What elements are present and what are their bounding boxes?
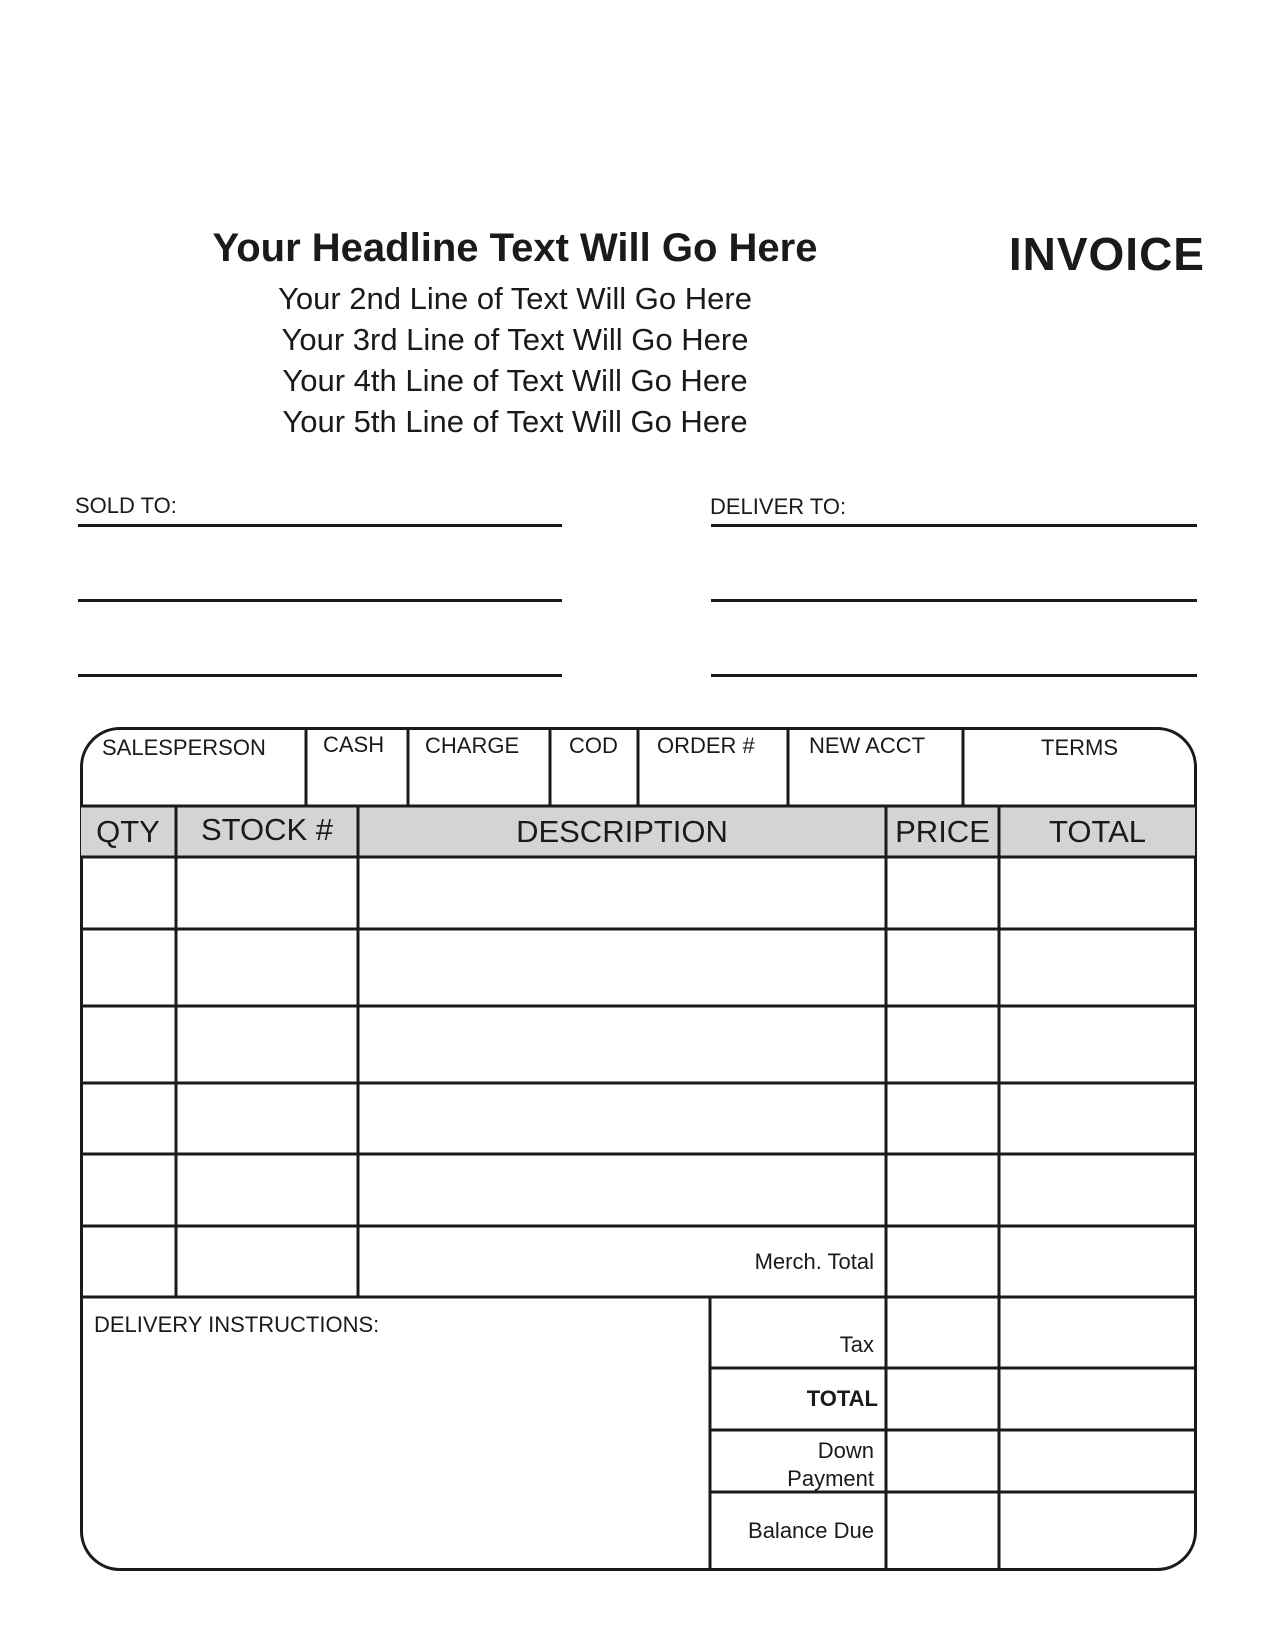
salesperson-label: SALESPERSON bbox=[102, 735, 266, 760]
cash-label: CASH bbox=[323, 732, 385, 757]
salesperson-field[interactable] bbox=[82, 760, 304, 804]
deliver-to-label: DELIVER TO: bbox=[710, 494, 847, 519]
table-row[interactable] bbox=[82, 1156, 1194, 1224]
table-row[interactable] bbox=[82, 931, 1194, 1004]
company-line-5: Your 5th Line of Text Will Go Here bbox=[282, 404, 748, 439]
down-payment-field[interactable] bbox=[1001, 1432, 1194, 1490]
cod-field[interactable] bbox=[552, 760, 636, 804]
order-number-label: ORDER # bbox=[657, 733, 755, 758]
merch-total-label: Merch. Total bbox=[754, 1249, 874, 1274]
charge-label: CHARGE bbox=[425, 733, 520, 758]
price-column-header: PRICE bbox=[895, 814, 990, 849]
delivery-instructions-label: DELIVERY INSTRUCTIONS: bbox=[94, 1312, 380, 1337]
terms-label: TERMS bbox=[1041, 735, 1118, 760]
company-headline: Your Headline Text Will Go Here bbox=[212, 226, 818, 270]
new-acct-label: NEW ACCT bbox=[809, 733, 926, 758]
merch-total-price-field[interactable] bbox=[888, 1228, 997, 1295]
down-payment-label-line-1: Down bbox=[817, 1438, 874, 1463]
terms-field[interactable] bbox=[965, 760, 1194, 804]
invoice-title: INVOICE bbox=[1008, 228, 1205, 280]
sold-to-label: SOLD TO: bbox=[75, 493, 177, 518]
cash-field[interactable] bbox=[308, 760, 406, 804]
cod-label: COD bbox=[569, 733, 618, 758]
grand-total-price-field[interactable] bbox=[888, 1370, 997, 1428]
tax-total-field[interactable] bbox=[1001, 1299, 1194, 1366]
balance-due-field[interactable] bbox=[1001, 1494, 1194, 1564]
tax-price-field[interactable] bbox=[888, 1299, 997, 1366]
table-row[interactable] bbox=[82, 859, 1194, 927]
table-row[interactable] bbox=[82, 1085, 1194, 1152]
qty-column-header: QTY bbox=[96, 814, 160, 849]
grand-total-label: TOTAL bbox=[806, 1386, 878, 1411]
grand-total-field[interactable] bbox=[1001, 1370, 1194, 1428]
company-line-3: Your 3rd Line of Text Will Go Here bbox=[281, 322, 749, 357]
merch-total-field[interactable] bbox=[1001, 1228, 1194, 1295]
order-number-field[interactable] bbox=[640, 760, 786, 804]
total-column-header: TOTAL bbox=[1048, 814, 1147, 849]
tax-label: Tax bbox=[839, 1332, 874, 1357]
stock-column-header: STOCK # bbox=[200, 812, 334, 847]
charge-field[interactable] bbox=[410, 760, 548, 804]
company-line-2: Your 2nd Line of Text Will Go Here bbox=[278, 281, 752, 316]
description-column-header: DESCRIPTION bbox=[516, 814, 728, 849]
balance-due-price-field[interactable] bbox=[888, 1494, 997, 1564]
down-payment-label-line-2: Payment bbox=[787, 1466, 874, 1491]
down-payment-price-field[interactable] bbox=[888, 1432, 997, 1490]
delivery-instructions-field[interactable] bbox=[84, 1340, 704, 1560]
company-line-4: Your 4th Line of Text Will Go Here bbox=[282, 363, 748, 398]
table-row[interactable] bbox=[82, 1008, 1194, 1081]
balance-due-label: Balance Due bbox=[748, 1518, 874, 1543]
new-acct-field[interactable] bbox=[790, 760, 961, 804]
